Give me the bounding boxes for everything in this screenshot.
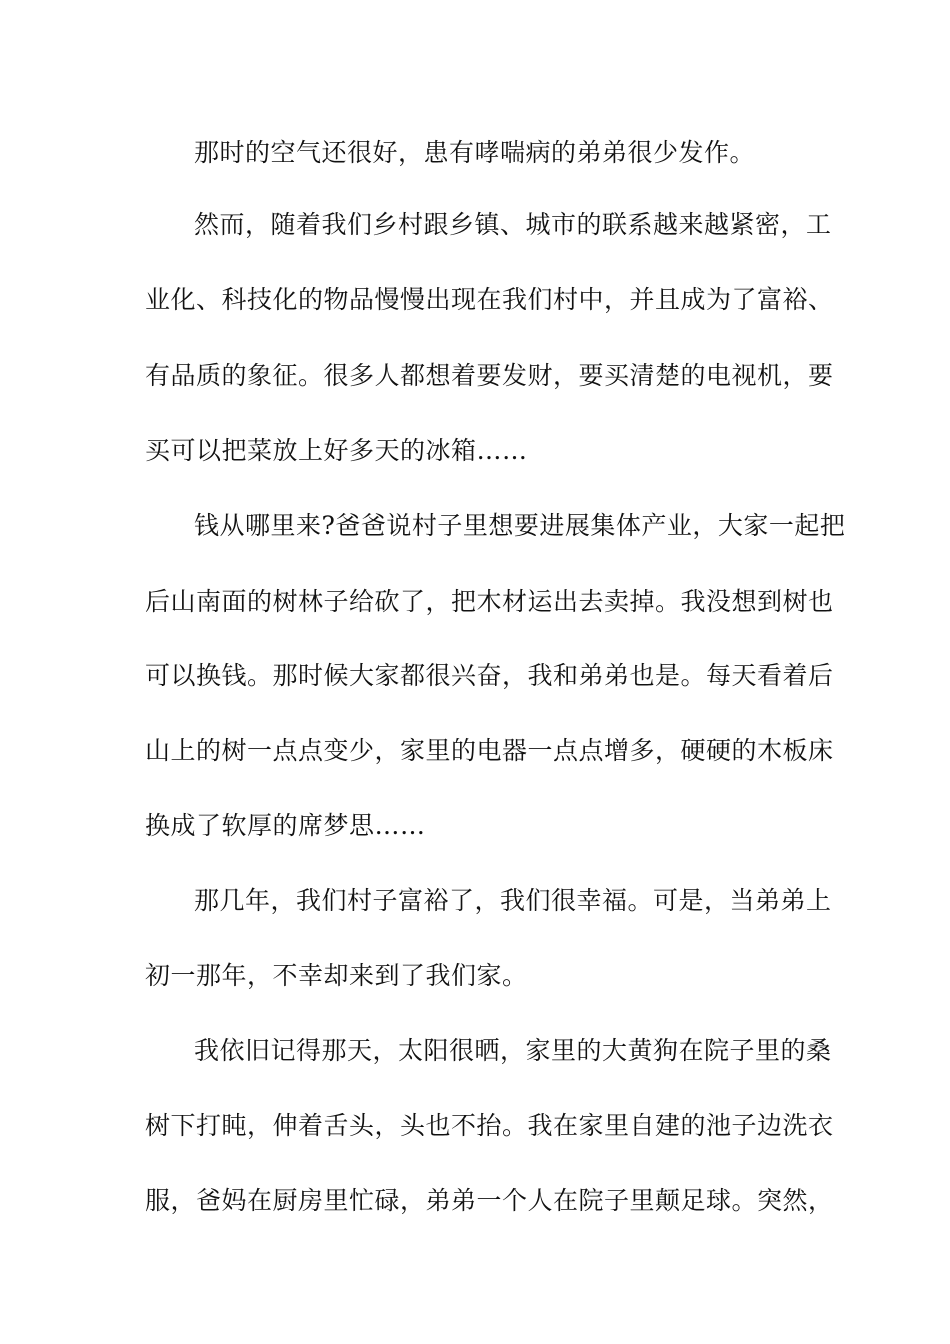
text-line: 服，爸妈在厨房里忙碌，弟弟一个人在院子里颠足球。突然， [145,1186,834,1215]
text-line: 可以换钱。那时候大家都很兴奋，我和弟弟也是。每天看着后 [145,661,834,690]
text-line: 换成了软厚的席梦思…… [145,811,426,840]
text-line: 业化、科技化的物品慢慢出现在我们村中，并且成为了富裕、 [145,285,834,314]
text-line: 我依旧记得那天，太阳很晒，家里的大黄狗在院子里的桑 [194,1036,832,1065]
text-line: 那几年，我们村子富裕了，我们很幸福。可是，当弟弟上 [194,886,832,915]
text-line: 买可以把菜放上好多天的冰箱…… [145,436,528,465]
text-line: 后山南面的树林子给砍了，把木材运出去卖掉。我没想到树也 [145,587,834,616]
text-line: 树下打盹，伸着舌头，头也不抬。我在家里自建的池子边洗衣 [145,1111,834,1140]
text-line: 初一那年，不幸却来到了我们家。 [145,961,528,990]
text-line: 然而，随着我们乡村跟乡镇、城市的联系越来越紧密，工 [194,210,832,239]
text-line: 有品质的象征。很多人都想着要发财，要买清楚的电视机，要 [145,361,834,390]
text-line: 山上的树一点点变少，家里的电器一点点增多，硬硬的木板床 [145,736,834,765]
text-line: 钱从哪里来?爸爸说村子里想要进展集体产业，大家一起把 [194,511,846,540]
text-line: 那时的空气还很好，患有哮喘病的弟弟很少发作。 [194,138,756,167]
